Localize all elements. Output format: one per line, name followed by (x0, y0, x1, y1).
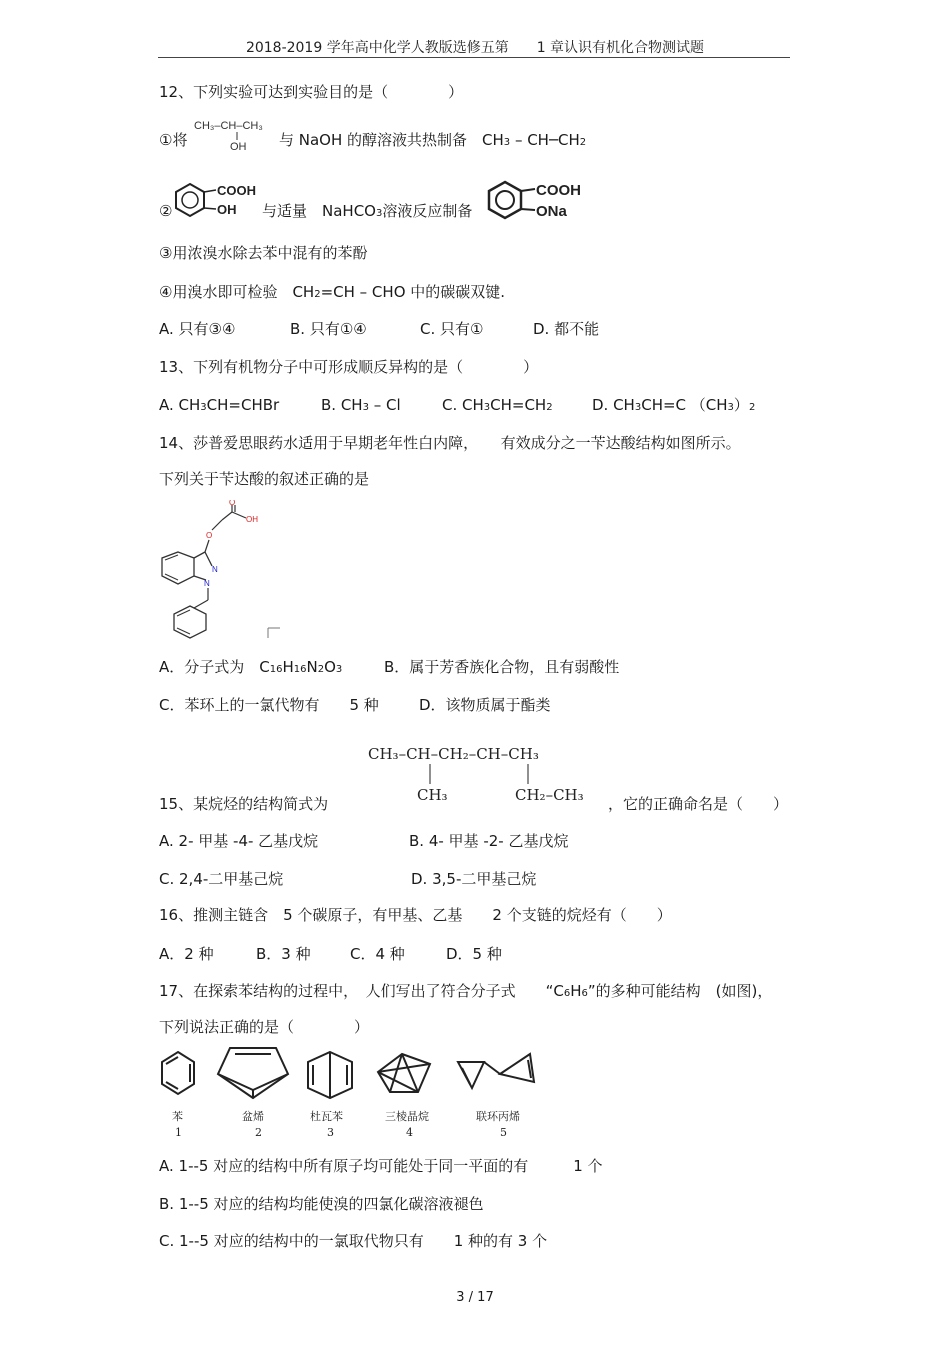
q16-option-d: D．5 种 (446, 945, 502, 963)
q17-option-b: B. 1--5 对应的结构均能使溴的四氯化碳溶液褪色 (159, 1195, 484, 1213)
isopropanol-oh-label: OH (230, 141, 247, 153)
q13-option-d: D. CH3CH=C （CH3）2 (592, 396, 756, 414)
q13-option-a: A. CH3CH=CHBr (159, 396, 280, 414)
bendazac-n2-label: N (212, 565, 218, 574)
bendazac-ether-o-label: O (206, 531, 213, 540)
q12-option-d: D. 都不能 (533, 320, 600, 338)
q12-item4: ④用溴水即可检验 CH2=CH – CHO 中的碳碳双键. (159, 283, 506, 301)
q12-option-a: A. 只有③④ (159, 320, 236, 338)
q16-stem: 16、推测主链含 5 个碳原子，有甲基、乙基 2 个支链的烷烃有（ ） (159, 906, 672, 924)
bendazac-carbonyl-o-label: O (229, 500, 236, 507)
q12-stem: 12、下列实验可达到实验目的是（ ） (159, 83, 464, 101)
salicylic-oh-label: OH (217, 202, 237, 217)
isomer-4-num: 4 (406, 1126, 413, 1139)
q17-stem-line2: 下列说法正确的是（ ） (159, 1018, 370, 1036)
q13-option-c: C. CH3CH=CH2 (442, 396, 553, 414)
q14-option-b: B．属于芳香族化合物，且有弱酸性 (384, 658, 620, 676)
c6h6-isomers-figure (150, 1046, 550, 1142)
q12-item3: ③用浓溴水除去苯中混有的苯酚 (159, 244, 368, 262)
salicylic-cooh-label: COOH (217, 183, 256, 198)
isomer-2-name: 盆烯 (242, 1110, 264, 1123)
q15-option-b: B. 4- 甲基 -2- 乙基戊烷 (409, 832, 569, 850)
isomer-5-num: 5 (500, 1126, 507, 1139)
q12-item2-prefix: ② (159, 202, 173, 220)
isomer-1-name: 苯 (172, 1110, 183, 1123)
bendazac-structure-image (150, 500, 290, 648)
alkane-ethyl-branch: CH₂–CH₃ (515, 786, 584, 804)
isomer-2-num: 2 (255, 1126, 262, 1139)
q17-option-c: C. 1--5 对应的结构中的一氯取代物只有 1 种的有 3 个 (159, 1232, 548, 1250)
isomer-1-num: 1 (175, 1126, 182, 1139)
isomer-4-name: 三棱晶烷 (385, 1110, 429, 1123)
q16-option-b: B．3 种 (256, 945, 311, 963)
bendazac-n1-label: N (204, 579, 210, 588)
q15-stem-suffix: ，它的正确命名是（ ） (608, 795, 789, 813)
isomer-3-num: 3 (327, 1126, 334, 1139)
q13-option-b: B. CH3 – Cl (321, 396, 401, 414)
q12-option-b: B. 只有①④ (290, 320, 367, 338)
q13-stem: 13、下列有机物分子中可形成顺反异构的是（ ） (159, 358, 539, 376)
isopropanol-structure-image (192, 117, 284, 153)
q17-stem-line1: 17、在探索苯结构的过程中， 人们写出了符合分子式 “C6H6”的多种可能结构 (如图)， (159, 982, 773, 1000)
q15-option-d: D. 3,5-二甲基己烷 (411, 870, 537, 888)
page-number: 3 / 17 (456, 1290, 494, 1305)
alkane-methyl-branch: CH₃ (417, 786, 448, 804)
isomer-5-name: 联环丙烯 (476, 1110, 520, 1123)
bendazac-oh-label: OH (246, 515, 258, 524)
q12-option-c: C. 只有① (420, 320, 484, 338)
q14-stem-line1: 14、莎普爱思眼药水适用于早期老年性白内障， 有效成分之一苄达酸结构如图所示。 (159, 434, 741, 452)
q14-option-c: C．苯环上的一氯代物有 5 种 (159, 696, 379, 714)
q12-item1-text: 与 NaOH 的醇溶液共热制备 CH3 – CH─CH2 (279, 131, 587, 149)
salicylate-cooh-label: COOH (536, 182, 581, 199)
q16-option-a: A．2 种 (159, 945, 214, 963)
q15-stem-prefix: 15、某烷烃的结构简式为 (159, 795, 329, 813)
q15-option-c: C. 2,4-二甲基己烷 (159, 870, 284, 888)
q14-option-a: A．分子式为 C16H16N2O3 (159, 658, 343, 676)
alkane-structure-image (362, 742, 602, 806)
q15-option-a: A. 2- 甲基 -4- 乙基戊烷 (159, 832, 319, 850)
q12-item1-prefix: ①将 (159, 131, 188, 149)
q12-item2-text: 与适量 NaHCO3溶液反应制备 (262, 202, 473, 220)
q16-option-c: C．4 种 (350, 945, 405, 963)
alkane-main-chain: CH₃–CH–CH₂–CH–CH₃ (368, 745, 539, 763)
salicylate-ona-label: ONa (536, 203, 567, 220)
q17-option-a: A. 1--5 对应的结构中所有原子均可能处于同一平面的有 1 个 (159, 1157, 603, 1175)
q14-option-d: D．该物质属于酯类 (419, 696, 551, 714)
isopropanol-chain-label: CH₃–CH–CH₃ (194, 120, 263, 132)
salicylic-acid-structure-image (172, 176, 264, 224)
isomer-3-name: 杜瓦苯 (310, 1110, 343, 1123)
page-header-title: 2018-2019 学年高中化学人教版选修五第 1 章认识有机化合物测试题 (245, 40, 705, 56)
bicyclopropenyl-structure (458, 1062, 484, 1088)
q14-stem-line2: 下列关于苄达酸的叙述正确的是 (159, 470, 370, 488)
sodium-salicylate-structure-image (487, 176, 597, 222)
header-divider (158, 57, 790, 58)
